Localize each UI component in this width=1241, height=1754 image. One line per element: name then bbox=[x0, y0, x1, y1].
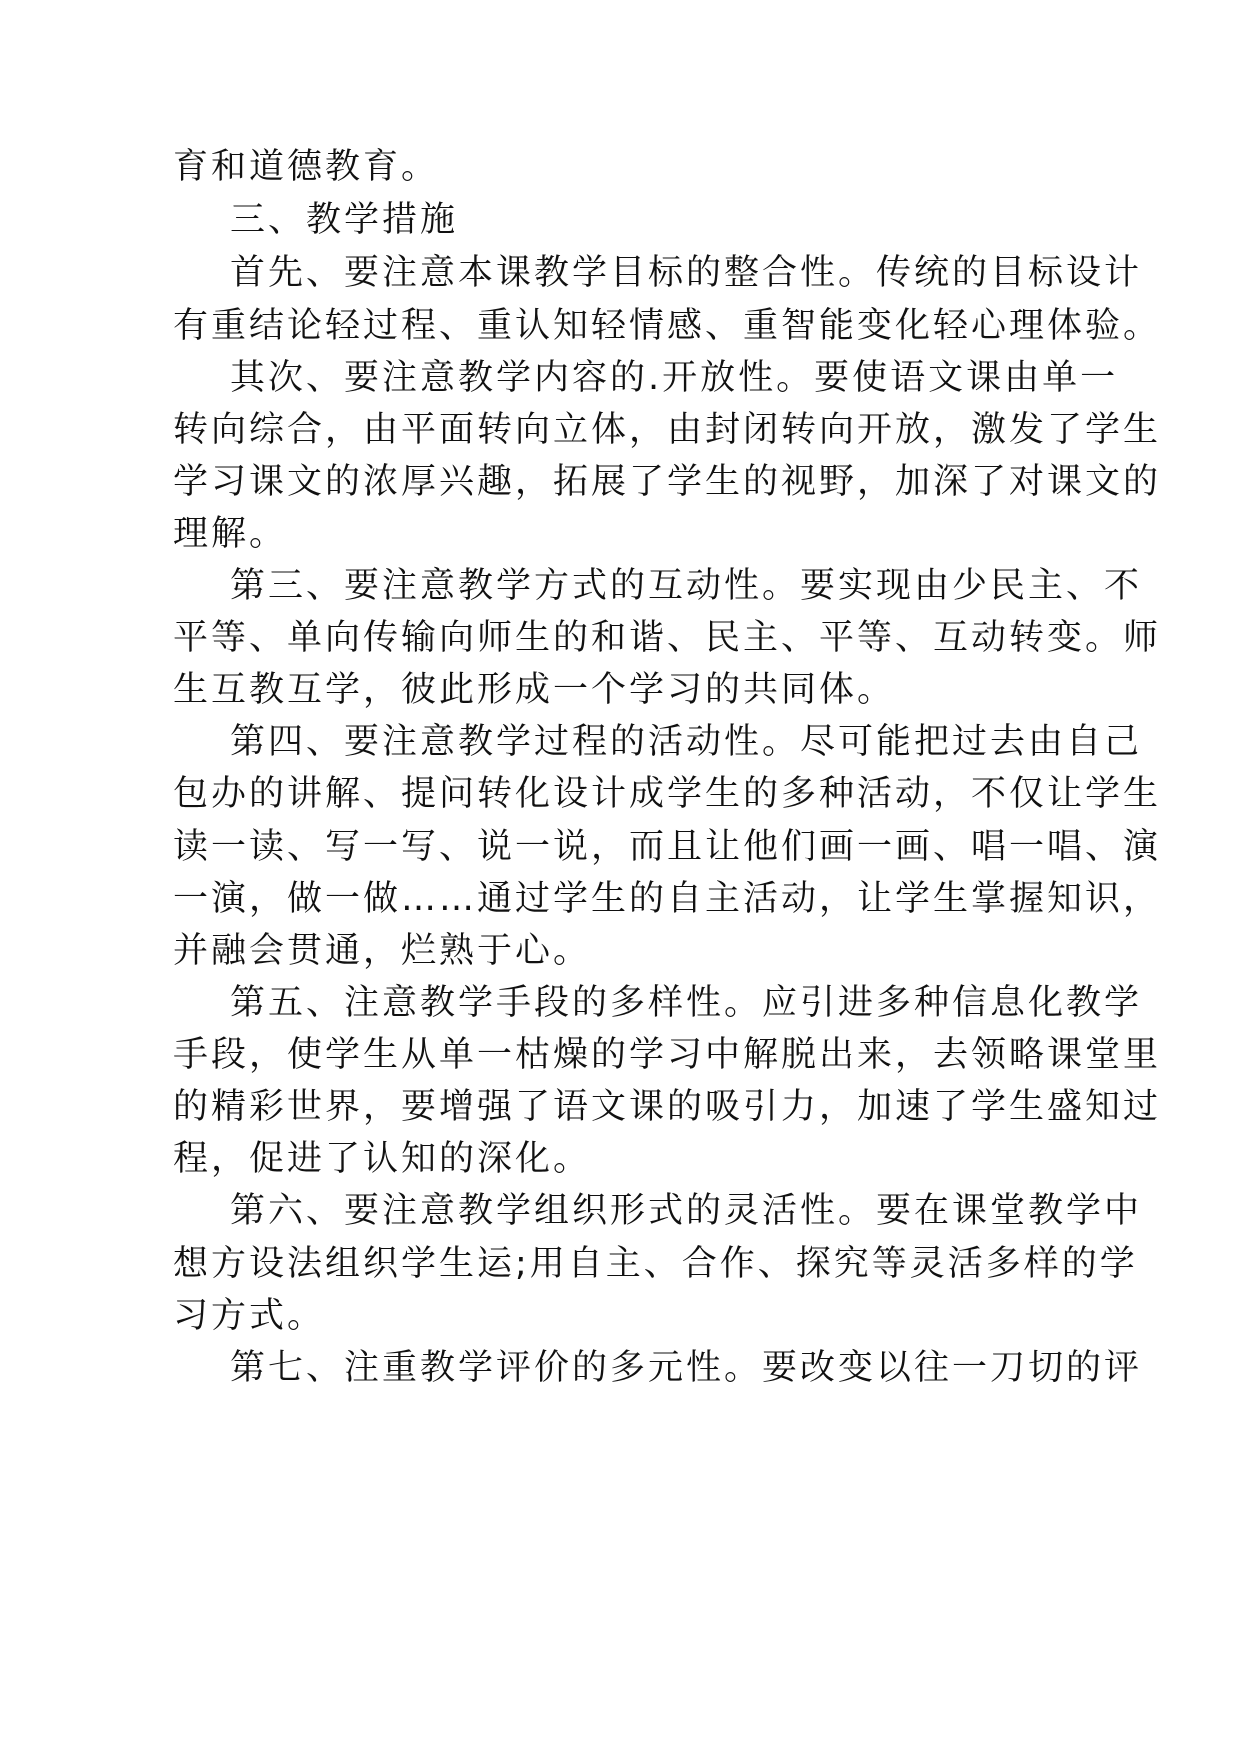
line-23: 习方式。 bbox=[173, 1296, 326, 1336]
line-20: 程，促进了认知的深化。 bbox=[173, 1139, 592, 1179]
line-13: 包办的讲解、提问转化设计成学生的多种活动，不仅让学生 bbox=[173, 774, 1162, 814]
line-18: 手段，使学生从单一枯燥的学习中解脱出来，去领略课堂里 bbox=[173, 1035, 1162, 1075]
line-21: 第六、要注意教学组织形式的灵活性。要在课堂教学中 bbox=[230, 1191, 1143, 1231]
line-16: 并融会贯通，烂熟于心。 bbox=[173, 931, 592, 971]
line-6: 转向综合，由平面转向立体，由封闭转向开放，激发了学生 bbox=[173, 410, 1162, 450]
section-heading-teaching-measures: 三、教学措施 bbox=[230, 200, 459, 240]
line-5: 其次、要注意教学内容的.开放性。要使语文课由单一 bbox=[230, 358, 1119, 398]
line-8: 理解。 bbox=[173, 514, 288, 554]
line-24: 第七、注重教学评价的多元性。要改变以往一刀切的评 bbox=[230, 1348, 1143, 1388]
line-11: 生互教互学，彼此形成一个学习的共同体。 bbox=[173, 670, 896, 710]
line-17: 第五、注意教学手段的多样性。应引进多种信息化教学 bbox=[230, 983, 1143, 1023]
line-12: 第四、要注意教学过程的活动性。尽可能把过去由自己 bbox=[230, 722, 1143, 762]
line-9: 第三、要注意教学方式的互动性。要实现由少民主、不 bbox=[230, 566, 1143, 606]
line-15: 一演，做一做……通过学生的自主活动，让学生掌握知识， bbox=[173, 879, 1162, 919]
line-3: 首先、要注意本课教学目标的整合性。传统的目标设计 bbox=[230, 253, 1143, 293]
line-22: 想方设法组织学生运;用自主、合作、探究等灵活多样的学 bbox=[173, 1244, 1138, 1284]
line-4: 有重结论轻过程、重认知轻情感、重智能变化轻心理体验。 bbox=[173, 306, 1162, 346]
line-19: 的精彩世界，要增强了语文课的吸引力，加速了学生盛知过 bbox=[173, 1087, 1162, 1127]
line-10: 平等、单向传输向师生的和谐、民主、平等、互动转变。师 bbox=[173, 618, 1162, 658]
line-7: 学习课文的浓厚兴趣，拓展了学生的视野，加深了对课文的 bbox=[173, 462, 1162, 502]
line-14: 读一读、写一写、说一说，而且让他们画一画、唱一唱、演 bbox=[173, 827, 1162, 867]
line-1: 育和道德教育。 bbox=[173, 147, 440, 187]
